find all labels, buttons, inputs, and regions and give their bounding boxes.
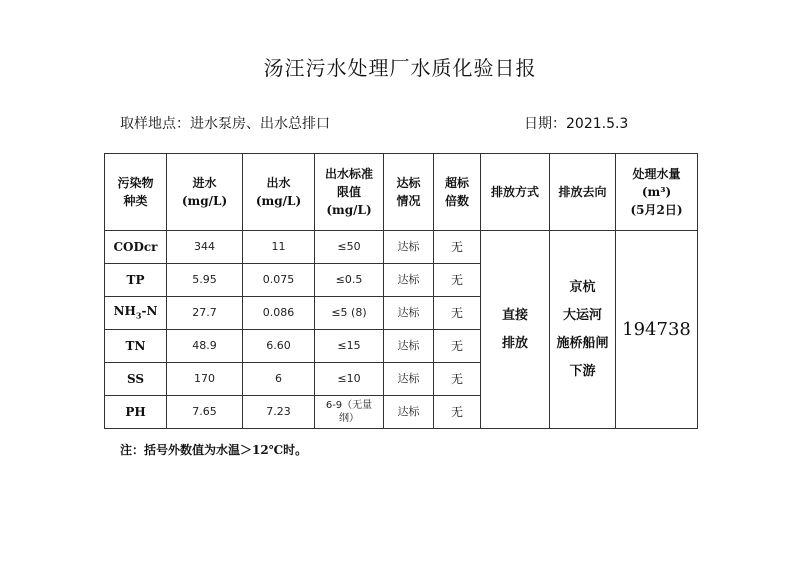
discharge-dest-cell [550, 231, 616, 429]
inflow-cell: 27.7 [167, 297, 243, 330]
param-main: NH [113, 303, 136, 318]
header-volume [616, 154, 698, 231]
exceed-cell: 无 [434, 330, 481, 363]
discharge-dest-line1: 京杭 [569, 279, 596, 295]
table-row [105, 231, 698, 264]
status-cell: 达标 [384, 231, 434, 264]
header-volume-line3: (5月2日) [630, 203, 683, 217]
header-inflow-line1: 进水 [192, 176, 217, 190]
inflow-cell: 7.65 [167, 396, 243, 429]
discharge-dest-line3: 施桥船闸 [556, 335, 609, 351]
header-standard-line3: (mg/L) [326, 203, 372, 217]
outflow-cell: 11 [243, 231, 315, 264]
standard-line1: 6-9（无量 [325, 400, 373, 411]
standard-cell: ≤0.5 [315, 264, 384, 297]
outflow-cell: 6 [243, 363, 315, 396]
page-title: 汤汪污水处理厂水质化验日报 [263, 56, 537, 80]
volume-cell: 194738 [616, 231, 698, 429]
param-cell [105, 297, 167, 330]
standard-cell: ≤5 (8) [315, 297, 384, 330]
header-exceed-line2: 倍数 [444, 194, 469, 208]
header-standard-line1: 出水标准 [324, 167, 373, 181]
footnote: 注：括号外数值为水温＞12℃时。 [120, 443, 308, 457]
standard-cell: ≤15 [315, 330, 384, 363]
header-outflow-line2: (mg/L) [255, 194, 302, 208]
param-cell: CODcr [105, 231, 167, 264]
header-standard-line2: 限值 [336, 185, 361, 199]
exceed-cell: 无 [434, 396, 481, 429]
header-discharge-mode: 排放方式 [481, 154, 550, 231]
exceed-cell: 无 [434, 231, 481, 264]
header-row [105, 154, 698, 231]
header-discharge-dest: 排放去向 [550, 154, 616, 231]
header-volume-line2: (m³) [641, 185, 672, 199]
param-cell: PH [105, 396, 167, 429]
header-standard [315, 154, 384, 231]
discharge-mode-line1: 直接 [501, 307, 528, 323]
header-pollutant-line1: 污染物 [117, 176, 154, 190]
header-outflow [243, 154, 315, 231]
param-tail: -N [141, 303, 158, 318]
header-status-line1: 达标 [396, 176, 421, 190]
discharge-mode-line2: 排放 [501, 335, 528, 351]
inflow-cell: 48.9 [167, 330, 243, 363]
header-inflow [167, 154, 243, 231]
header-outflow-line1: 出水 [266, 176, 291, 190]
inflow-cell: 5.95 [167, 264, 243, 297]
header-exceed-line1: 超标 [444, 176, 469, 190]
status-cell: 达标 [384, 297, 434, 330]
water-quality-table [104, 153, 698, 429]
discharge-dest-line2: 大运河 [562, 307, 602, 323]
exceed-cell: 无 [434, 297, 481, 330]
header-pollutant [105, 154, 167, 231]
outflow-cell: 6.60 [243, 330, 315, 363]
param-cell: TP [105, 264, 167, 297]
inflow-cell: 170 [167, 363, 243, 396]
sampling-location: 取样地点：进水泵房、出水总排口 [120, 116, 330, 132]
header-pollutant-line2: 种类 [123, 194, 148, 208]
outflow-cell: 0.075 [243, 264, 315, 297]
exceed-cell: 无 [434, 363, 481, 396]
header-exceed [434, 154, 481, 231]
header-status [384, 154, 434, 231]
header-status-line2: 情况 [396, 194, 421, 208]
header-inflow-line2: (mg/L) [181, 194, 228, 208]
status-cell: 达标 [384, 264, 434, 297]
exceed-cell: 无 [434, 264, 481, 297]
standard-cell: ≤50 [315, 231, 384, 264]
outflow-cell: 7.23 [243, 396, 315, 429]
param-cell: TN [105, 330, 167, 363]
standard-line2: 纲） [339, 413, 359, 424]
outflow-cell: 0.086 [243, 297, 315, 330]
report-date: 日期：2021.5.3 [524, 116, 629, 132]
inflow-cell: 344 [167, 231, 243, 264]
header-volume-line1: 处理水量 [632, 167, 681, 181]
status-cell: 达标 [384, 396, 434, 429]
status-cell: 达标 [384, 330, 434, 363]
param-subscript: 3 [135, 310, 142, 321]
discharge-dest-line4: 下游 [569, 363, 596, 379]
status-cell: 达标 [384, 363, 434, 396]
param-cell: SS [105, 363, 167, 396]
standard-cell: ≤10 [315, 363, 384, 396]
discharge-mode-cell [481, 231, 550, 429]
standard-cell [315, 396, 384, 429]
